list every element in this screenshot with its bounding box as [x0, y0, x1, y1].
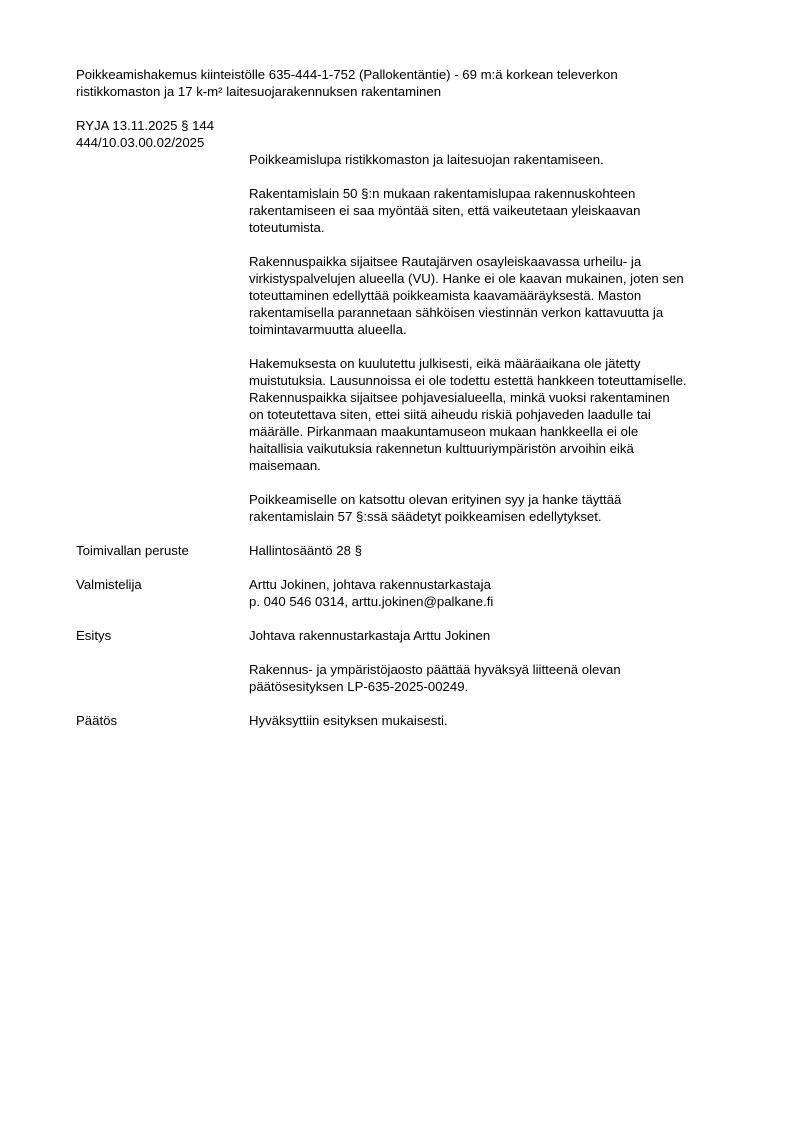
text-line: rakentamisella parannetaan sähköisen viestinnän verkon kattavuutta ja — [249, 305, 664, 320]
preparer-row — [76, 576, 746, 610]
document-title — [76, 66, 746, 100]
text-line: muistutuksia. Lausunnoissa ei ole todettu estettä hankkeen toteuttamiselle. — [249, 373, 687, 388]
text-line: Poikkeamiselle on katsottu olevan erityinen syy ja hanke täyttää — [249, 492, 622, 507]
paragraph — [249, 355, 746, 474]
document-page — [76, 66, 746, 746]
paragraph — [249, 491, 746, 525]
text-line: toteuttaminen edellyttää poikkeamista kaavamääräyksestä. Maston — [249, 288, 642, 303]
text-line: maisemaan. — [249, 458, 321, 473]
text-line: Rakennuspaikka sijaitsee Rautajärven osayleiskaavassa urheilu- ja — [249, 254, 642, 269]
text-line: Hakemuksesta on kuulutettu julkisesti, eikä määräaikana ole jätetty — [249, 356, 641, 371]
proposal-text: Rakennus- ja ympäristöjaosto päättää hyväksyä liitteenä olevan — [249, 662, 621, 677]
paragraph — [249, 253, 746, 338]
paragraph — [249, 151, 746, 168]
text-line: virkistyspalvelujen alueella (VU). Hanke ei ole kaavan mukainen, joten sen — [249, 271, 684, 286]
text-line: Rakentamislain 50 §:n mukaan rakentamislupaa rakennuskohteen — [249, 186, 636, 201]
decision-value: Hyväksyttiin esityksen mukaisesti. — [249, 713, 448, 728]
title-line: Poikkeamishakemus kiinteistölle 635-444-1-752 (Pallokentäntie) - 69 m:ä korkean televerkon — [76, 67, 618, 82]
text-line: Rakennuspaikka sijaitsee pohjavesialueella, minkä vuoksi rakentaminen — [249, 390, 670, 405]
preparer-name: Arttu Jokinen, johtava rakennustarkastaja — [249, 577, 491, 592]
proposal-row — [76, 627, 746, 695]
text-line: määrälle. Pirkanmaan maakuntamuseon mukaan hankkeella ei ole — [249, 424, 639, 439]
record-number: 444/10.03.00.02/2025 — [76, 135, 205, 150]
preparer-contact: p. 040 546 0314, arttu.jokinen@palkane.fi — [249, 594, 494, 609]
meeting-meta — [76, 117, 746, 151]
decision-label: Päätös — [76, 713, 118, 728]
preparer-value — [249, 576, 746, 610]
text-line: rakentamislain 57 §:ssä säädetyt poikkeamisen edellytykset. — [249, 509, 602, 524]
authority-value: Hallintosääntö 28 § — [249, 543, 362, 558]
text-line: toteutumista. — [249, 220, 325, 235]
text-line: toimintavarmuutta alueella. — [249, 322, 407, 337]
text-line: haitallisia vaikutuksia rakennetun kulttuuriympäristön arvoihin eikä — [249, 441, 634, 456]
authority-row — [76, 542, 746, 559]
proposal-value — [249, 627, 746, 695]
proposal-label: Esitys — [76, 628, 112, 643]
proposal-text: päätösesityksen LP-635-2025-00249. — [249, 679, 469, 694]
decision-row — [76, 712, 746, 729]
paragraph — [249, 185, 746, 236]
meeting-reference: RYJA 13.11.2025 § 144 — [76, 118, 215, 133]
authority-label: Toimivallan peruste — [76, 543, 189, 558]
title-line: ristikkomaston ja 17 k-m² laitesuojarakennuksen rakentaminen — [76, 84, 442, 99]
text-line: rakentamiseen ei saa myöntää siten, että vaikeutetaan yleiskaavan — [249, 203, 641, 218]
preparer-label: Valmistelija — [76, 577, 142, 592]
proposal-presenter: Johtava rakennustarkastaja Arttu Jokinen — [249, 628, 491, 643]
case-description — [249, 151, 746, 525]
text-line: on toteutettava siten, ettei siitä aiheudu riskiä pohjaveden laadulle tai — [249, 407, 651, 422]
text-line: Poikkeamislupa ristikkomaston ja laitesuojan rakentamiseen. — [249, 152, 604, 167]
